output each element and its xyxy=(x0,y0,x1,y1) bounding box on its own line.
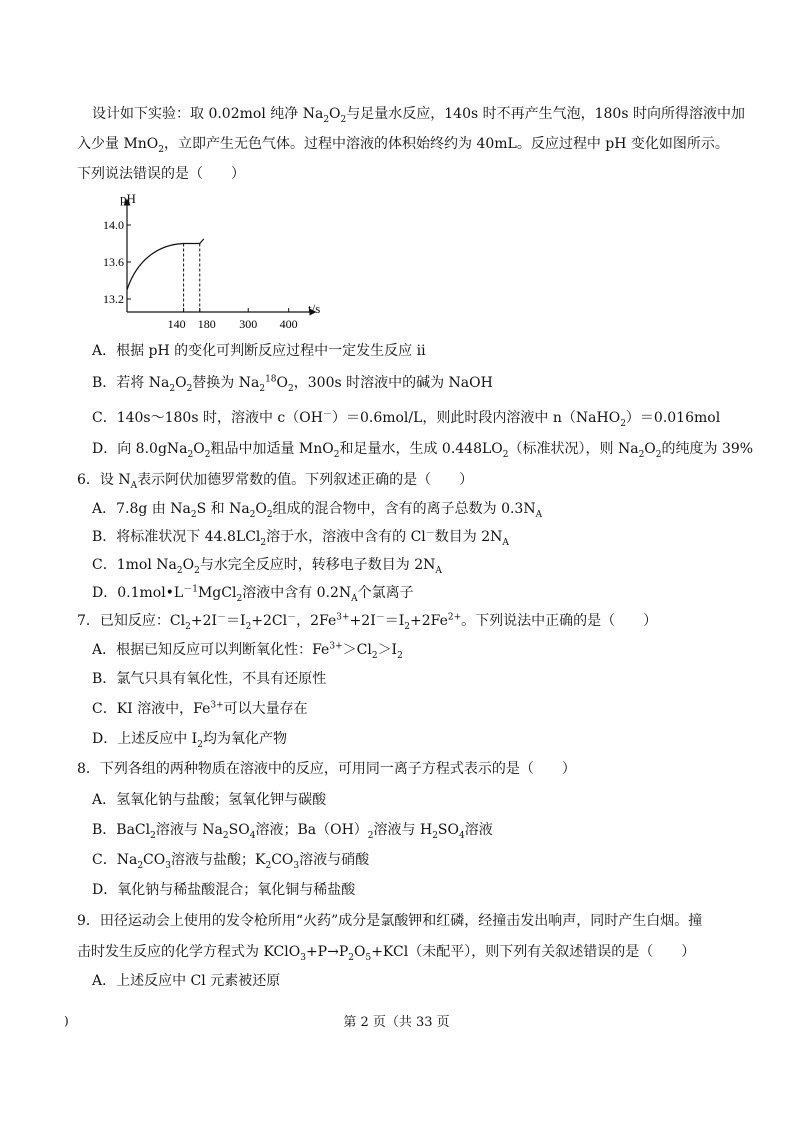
q5-option-a: A．根据 pH 的变化可判断反应过程中一定发生反应 ii xyxy=(92,343,426,359)
q9-stem-line-1: 9．田径运动会上使用的发令枪所用“火药”成分是氯酸钾和红磷，经撞击发出响声，同时产生白烟。撞 xyxy=(77,913,703,929)
intro-line-1: 设计如下实验：取 0.02mol 纯净 $Na_2O_2$与足量水反应，140s 时不再产生气泡，180s 时向所得溶液中加 xyxy=(92,106,745,125)
q9-stem-line-2: 击时发生反应的化学方程式为 $KClO_3+P\to P_2O_5+KCl$（未配平），则下列有关叙述错误的是（ ） xyxy=(77,944,696,963)
ph-chart xyxy=(103,190,338,331)
q8-option-a: A．氢氧化钠与盐酸；氢氧化钾与碳酸 xyxy=(92,792,327,808)
q5-option-b: B．若将 $Na_2O_2$替换为 $Na_2^{18}O_2$，300s 时溶液中的碱为 NaOH xyxy=(92,374,493,394)
q8-option-d: D．氧化钠与稀盐酸混合；氧化铜与稀盐酸 xyxy=(92,882,356,898)
intro-line-2: 入少量 MnO$_2$，立即产生无色气体。过程中溶液的体积始终约为 40mL。反应过程中 pH 变化如图所示。 xyxy=(77,136,729,155)
x-axis-label: t/s xyxy=(308,301,321,316)
x-tick-label: 140 xyxy=(167,317,186,331)
q6-option-b: B．将标准状况下 44.8LCl$_2$溶于水，溶液中含有的 Cl－数目为 $2N_A$ xyxy=(92,528,509,548)
intro-line-3: 下列说法错误的是（ ） xyxy=(77,166,245,182)
footer-paren: ) xyxy=(64,1014,69,1028)
x-tick-label: 300 xyxy=(239,317,258,331)
q6-option-c: C．1mol $Na_2O_2$与水完全反应时，转移电子数目为 $2N_A$ xyxy=(92,557,442,576)
y-tick-label: 13.2 xyxy=(103,292,124,306)
dashed-guides xyxy=(184,244,200,313)
y-tick-label: 14.0 xyxy=(103,218,124,232)
q7-option-b: B．氯气只具有氧化性，不具有还原性 xyxy=(92,671,327,687)
x-tick-label: 180 xyxy=(197,317,216,331)
page-footer: 第 2 页（共 33 页 xyxy=(343,1015,450,1030)
q7-option-c: C．KI 溶液中，$Fe^{3+}$可以大量存在 xyxy=(92,700,308,717)
q6-option-d: D．$0.1mol•L^{-1}MgCl_2$溶液中含有 $0.2N_A$个氯离子 xyxy=(92,584,414,604)
q7-stem: 7．已知反应：$Cl_2+2I^-=I_2+2Cl^-$，$2Fe^{3+}+2I^-=I_2+2Fe^{2+}$。下列说法中正确的是（ ） xyxy=(77,612,658,632)
y-axis-label: pH xyxy=(120,191,136,206)
x-tick-label: 400 xyxy=(279,317,298,331)
q9-option-a: A．上述反应中 Cl 元素被还原 xyxy=(92,973,281,989)
q7-option-a: A．根据已知反应可以判断氧化性：$Fe^{3+}>Cl_2>I_2$ xyxy=(92,641,403,661)
q8-stem: 8．下列各组的两种物质在溶液中的反应，可用同一离子方程式表示的是（ ） xyxy=(77,761,576,777)
q7-option-d: D．上述反应中 $I_2$均为氧化产物 xyxy=(92,731,287,750)
y-tick-label: 13.6 xyxy=(103,255,124,269)
q8-option-c: C．$Na_2CO_3$溶液与盐酸；$K_2CO_3$溶液与硝酸 xyxy=(92,852,370,871)
ph-curve xyxy=(127,239,204,290)
q5-option-c: C．140s～180s 时，溶液中 c（OH－）＝0.6mol/L，则此时段内溶液中 n（NaHO$_2$）＝0.016mol xyxy=(92,409,721,429)
q6-stem: 6．设 $N_A$表示阿伏加德罗常数的值。下列叙述正确的是（ ） xyxy=(77,472,474,491)
q8-option-b: B．BaCl$_2$溶液与 $Na_2SO_4$溶液；$Ba(OH)_2$溶液与 $H_2SO_4$溶液 xyxy=(92,822,493,841)
q6-option-a: A．7.8g 由 $Na_2S$ 和 $Na_2O_2$组成的混合物中，含有的离子总数为 $0.3N_A$ xyxy=(92,501,543,520)
q5-option-d: D．向 $8.0gNa_2O_2$粗品中加适量 MnO$_2$和足量水，生成 $0.448LO_2$（标准状况），则 $Na_2O_2$的纯度为 39% xyxy=(92,441,754,460)
